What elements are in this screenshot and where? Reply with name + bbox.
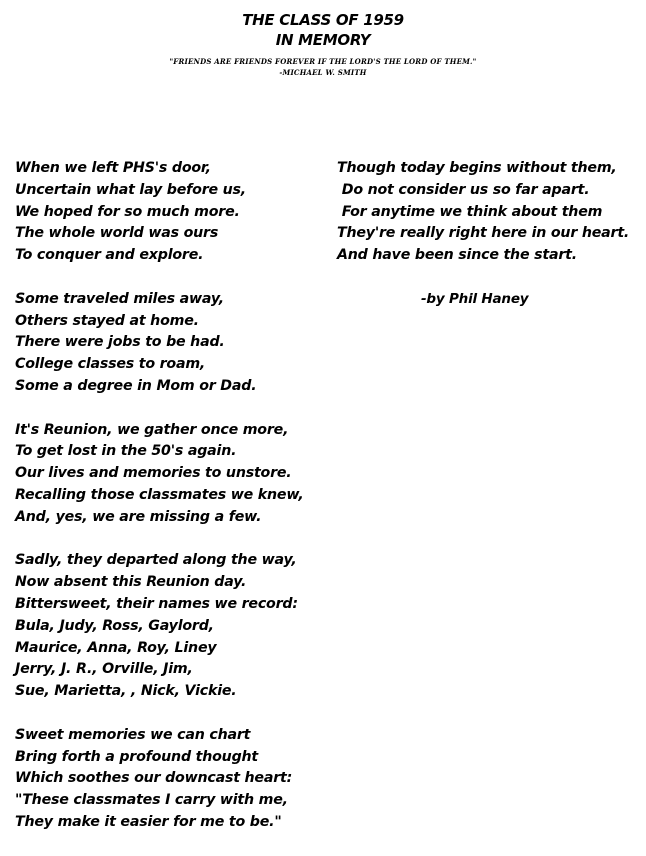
poem-line: Though today begins without them, (337, 160, 617, 176)
stanza-5 (15, 725, 304, 834)
stanza-2 (15, 289, 304, 398)
poem-line: Recalling those classmates we knew, (15, 486, 304, 503)
poem-line: "These classmates I carry with me, (15, 792, 288, 809)
poem-line: Others stayed at home. (15, 312, 199, 329)
poem-line: There were jobs to be had. (15, 334, 225, 351)
poem-line: Sue, Marietta, , Nick, Vickie. (15, 683, 237, 700)
poem-left-column (15, 158, 304, 856)
page-header (0, 10, 646, 78)
poem-line: Maurice, Anna, Roy, Liney (15, 639, 217, 656)
poem-line: Some a degree in Mom or Dad. (15, 377, 257, 394)
poem-line: For anytime we think about them (337, 203, 603, 220)
epigraph-attribution: -MICHAEL W. SMITH (279, 68, 367, 77)
poem-line: Which soothes our downcast heart: (15, 770, 293, 787)
poem-line: And have been since the start. (337, 247, 577, 264)
poem-right-column (337, 158, 629, 311)
author-byline: -by Phil Haney (421, 290, 529, 307)
poem-line: Bittersweet, their names we record: (15, 595, 298, 612)
poem-line: Sadly, they departed along the way, (15, 552, 297, 569)
poem-line: Bula, Judy, Ross, Gaylord, (15, 617, 214, 634)
poem-line: To conquer and explore. (15, 247, 204, 264)
poem-line: Sweet memories we can chart (15, 726, 251, 743)
poem-line: And, yes, we are missing a few. (15, 508, 262, 525)
poem-line: We hoped for so much more. (15, 203, 240, 220)
poem-line: Do not consider us so far apart. (337, 181, 590, 198)
poem-line: Uncertain what lay before us, (15, 181, 246, 198)
stanza-6 (337, 158, 629, 267)
poem-line: Jerry, J. R., Orville, Jim, (15, 661, 193, 678)
poem-line: They make it easier for me to be." (15, 813, 282, 830)
poem-line: They're really right here in our heart. (337, 225, 630, 242)
title-line-1: THE CLASS OF 1959 (242, 11, 404, 29)
poem-line: Bring forth a profound thought (15, 748, 259, 765)
poem-line: Some traveled miles away, (15, 290, 224, 307)
poem-line: To get lost in the 50's again. (15, 443, 237, 460)
poem-line: College classes to roam, (15, 356, 206, 373)
epigraph-quote: "FRIENDS ARE FRIENDS FOREVER IF THE LORD'S THE LORD OF THEM." (169, 57, 477, 66)
stanza-3 (15, 420, 304, 529)
poem-line: Our lives and memories to unstore. (15, 465, 292, 482)
poem-line: The whole world was ours (15, 225, 219, 242)
poem-line: It's Reunion, we gather once more, (15, 421, 289, 438)
title-line-2: IN MEMORY (275, 31, 371, 49)
stanza-1 (15, 158, 304, 267)
poem-line: Now absent this Reunion day. (15, 574, 247, 591)
poem-line: When we left PHS's door, (15, 160, 211, 176)
stanza-4 (15, 550, 304, 703)
